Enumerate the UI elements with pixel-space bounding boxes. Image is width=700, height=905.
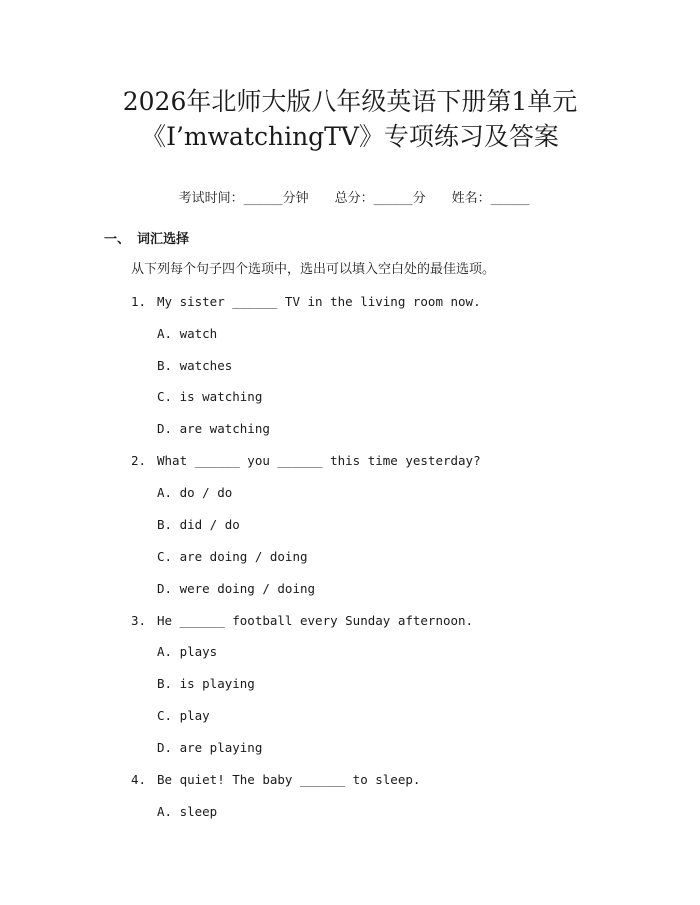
question-text: What ______ you ______ this time yesterday? (157, 453, 481, 468)
option: C. is watching (157, 389, 263, 404)
option: C. play (157, 708, 210, 723)
option: D. were doing / doing (157, 581, 316, 596)
question-number: 1. (131, 294, 147, 309)
option: C. are doing / doing (157, 549, 308, 564)
option: B. is playing (157, 676, 255, 691)
question-3 (131, 611, 473, 631)
option: D. are watching (157, 421, 270, 436)
section-heading (104, 230, 189, 250)
option: B. did / do (157, 517, 240, 532)
option: A. sleep (157, 804, 218, 819)
question-text: Be quiet! The baby ______ to sleep. (157, 772, 421, 787)
option: A. do / do (157, 485, 233, 500)
option: A. plays (157, 644, 218, 659)
document-title-line-1: 2026年北师大版八年级英语下册第1单元 (122, 87, 578, 116)
question-number: 4. (131, 772, 147, 787)
exam-time: 考试时间：______分钟 (178, 191, 309, 206)
total-score: 总分：______分 (334, 191, 426, 206)
question-4 (131, 770, 420, 790)
option: B. watches (157, 358, 233, 373)
question-text: He ______ football every Sunday afternoon. (157, 613, 474, 628)
section-instruction: 从下列每个句子四个选项中，选出可以填入空白处的最佳选项。 (131, 262, 496, 277)
question-1 (131, 292, 481, 312)
exam-meta-line (0, 169, 700, 209)
section-number: 一、 (104, 232, 131, 247)
section-title: 词汇选择 (137, 232, 190, 247)
question-number: 3. (131, 613, 147, 628)
option: D. are playing (157, 740, 263, 755)
question-text: My sister ______ TV in the living room now. (157, 294, 481, 309)
option: A. watch (157, 326, 218, 341)
question-2 (131, 451, 481, 471)
question-number: 2. (131, 453, 147, 468)
document-title-line-2: 《I’mwatchingTV》专项练习及答案 (141, 122, 559, 151)
student-name: 姓名：______ (451, 191, 530, 206)
